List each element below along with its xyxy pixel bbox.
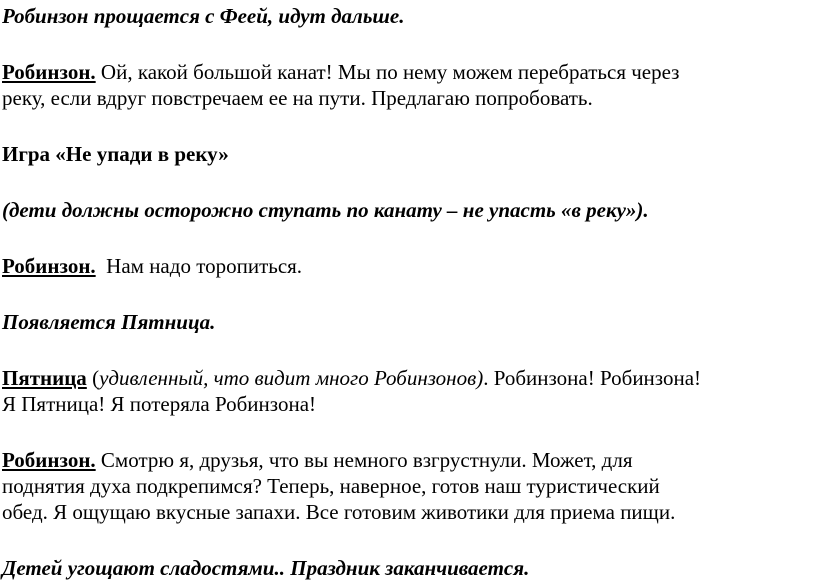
paragraph-gap: [2, 417, 814, 447]
document-page: [2, 3, 814, 581]
stage-direction-ending: Детей угощают сладостями.. Праздник заканчивается.: [2, 556, 530, 580]
friday-text-1: . Робинзона! Робинзона!: [483, 366, 702, 390]
robinson-hurry-text: Нам надо торопиться.: [95, 254, 303, 278]
friday-text-2: Я Пятница! Я потеряла Робинзона!: [2, 392, 317, 416]
speaker-robinson: Робинзон.: [2, 60, 96, 84]
paragraph-gap: [2, 223, 814, 253]
game-instruction: (дети должны осторожно ступать по канату – не упасть «в реку»).: [2, 198, 649, 222]
robinson-line-lunch: [2, 447, 814, 473]
speaker-robinson: Робинзон.: [2, 254, 96, 278]
robinson-line-rope: [2, 59, 814, 85]
stage-direction-farewell: Робинзон прощается с Феей, идут дальше.: [2, 4, 405, 28]
friday-line: [2, 365, 814, 391]
paragraph-gap: [2, 335, 814, 365]
speaker-friday: Пятница: [2, 366, 87, 390]
robinson-lunch-text-3: обед. Я ощущаю вкусные запахи. Все готовим животики для приема пищи.: [2, 500, 676, 524]
paragraph-gap: [2, 279, 814, 309]
robinson-rope-text-1: Ой, какой большой канат! Мы по нему можем перебраться через: [95, 60, 680, 84]
friday-paren-open: (: [86, 366, 100, 390]
paragraph-gap: [2, 167, 814, 197]
speaker-robinson: Робинзон.: [2, 448, 96, 472]
paragraph-gap: [2, 525, 814, 555]
paragraph-gap: [2, 29, 814, 59]
friday-remark: удивленный, что видит много Робинзонов): [99, 366, 484, 390]
robinson-lunch-text-1: Смотрю я, друзья, что вы немного взгрустнули. Может, для: [95, 448, 633, 472]
game-title: Игра «Не упади в реку»: [2, 142, 229, 166]
robinson-rope-text-2: реку, если вдруг повстречаем ее на пути. Предлагаю попробовать.: [2, 86, 593, 110]
robinson-line-hurry: [2, 253, 814, 279]
stage-direction-friday-appears: Появляется Пятница.: [2, 310, 216, 334]
paragraph-gap: [2, 111, 814, 141]
robinson-lunch-text-2: поднятия духа подкрепимся? Теперь, наверное, готов наш туристический: [2, 474, 660, 498]
